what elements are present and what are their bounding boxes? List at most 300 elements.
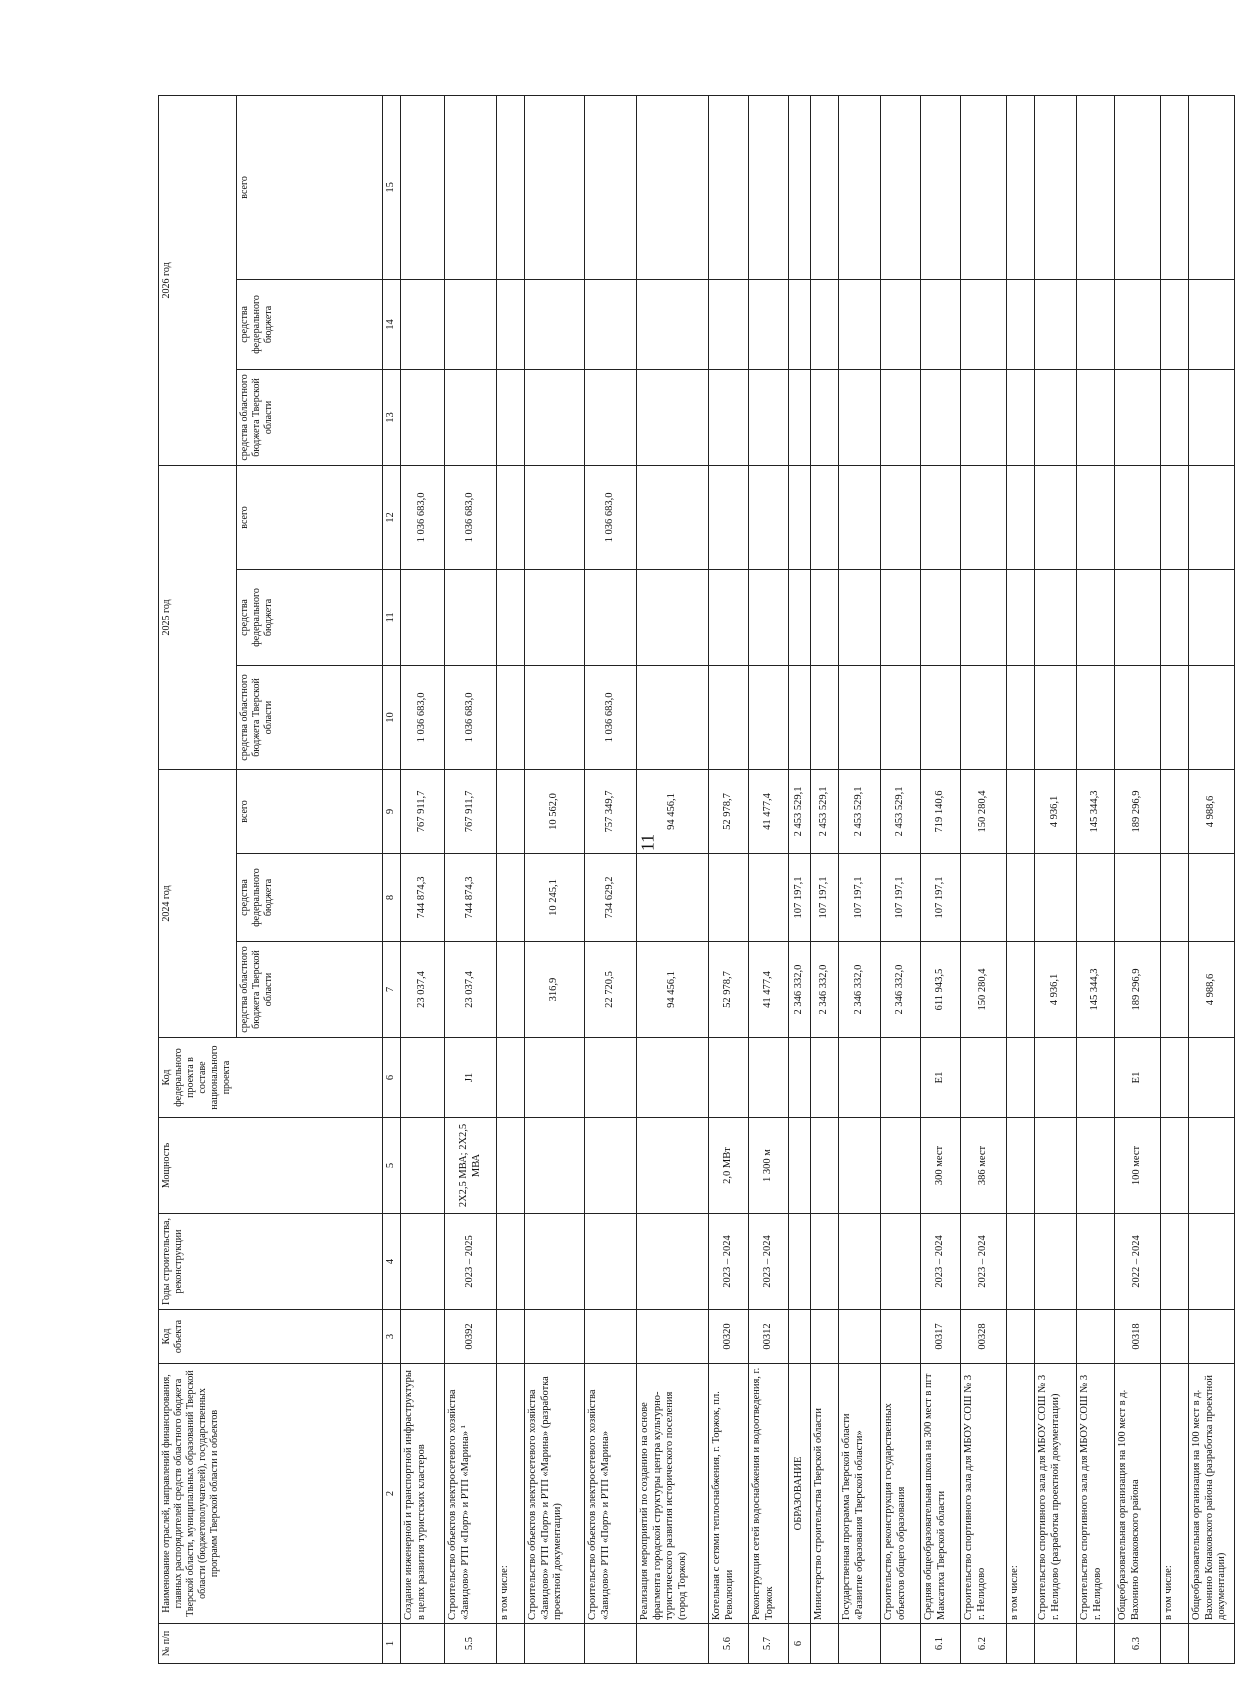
- amount-cell: [401, 95, 445, 279]
- amount-cell: [811, 569, 839, 665]
- amount-cell: [789, 369, 811, 465]
- amount-cell: 4 988,6: [1189, 769, 1235, 853]
- row-number: 6.2: [961, 1624, 1007, 1664]
- column-number: 6: [383, 1038, 401, 1118]
- capacity: [1077, 1118, 1115, 1214]
- row-name: Государственная программа Тверской области «Развитие образования Тверской области»: [839, 1364, 881, 1624]
- amount-cell: [811, 465, 839, 569]
- column-number: 15: [383, 95, 401, 279]
- amount-cell: 2 346 332,0: [811, 942, 839, 1038]
- federal-project-code: [497, 1038, 525, 1118]
- amount-cell: 23 037,4: [445, 942, 497, 1038]
- amount-cell: [525, 665, 585, 769]
- amount-cell: [637, 95, 709, 279]
- federal-project-code: J1: [445, 1038, 497, 1118]
- construction-years: [525, 1214, 585, 1310]
- amount-cell: 2 453 529,1: [839, 769, 881, 853]
- header-2024: 2024 год: [159, 769, 237, 1037]
- amount-cell: [1161, 854, 1189, 942]
- amount-cell: 719 140,6: [921, 769, 961, 853]
- column-number: 9: [383, 769, 401, 853]
- column-number: 7: [383, 942, 401, 1038]
- federal-project-code: [1035, 1038, 1077, 1118]
- object-code: 00392: [445, 1310, 497, 1364]
- amount-cell: [585, 279, 637, 369]
- amount-cell: 767 911,7: [445, 769, 497, 853]
- amount-cell: [1077, 665, 1115, 769]
- capacity: 2,0 МВт: [709, 1118, 749, 1214]
- amount-cell: 2 346 332,0: [789, 942, 811, 1038]
- federal-project-code: [709, 1038, 749, 1118]
- header-2025-total: всего: [237, 465, 383, 569]
- capacity: [881, 1118, 921, 1214]
- row-name: Реализация мероприятий по созданию на основе фрагмента городской структуры центра культурно-туристического развития исторического поселения (город Торжок): [637, 1364, 709, 1624]
- header-2026-fed: средства федерального бюджета: [237, 279, 383, 369]
- capacity: [525, 1118, 585, 1214]
- amount-cell: [1189, 569, 1235, 665]
- amount-cell: [921, 369, 961, 465]
- header-2024-reg: средства областного бюджета Тверской области: [237, 942, 383, 1038]
- amount-cell: 150 280,4: [961, 942, 1007, 1038]
- capacity: [811, 1118, 839, 1214]
- federal-project-code: [839, 1038, 881, 1118]
- amount-cell: 52 978,7: [709, 942, 749, 1038]
- amount-cell: [749, 854, 789, 942]
- row-number: 5.5: [445, 1624, 497, 1664]
- amount-cell: 41 477,4: [749, 769, 789, 853]
- amount-cell: [637, 569, 709, 665]
- rotated-page: [158, 96, 1228, 1664]
- capacity: [839, 1118, 881, 1214]
- amount-cell: 10 562,0: [525, 769, 585, 853]
- row-name: в том числе:: [497, 1364, 525, 1624]
- construction-years: [637, 1214, 709, 1310]
- object-code: [1077, 1310, 1115, 1364]
- amount-cell: [1007, 769, 1035, 853]
- capacity: [585, 1118, 637, 1214]
- column-number: 1: [383, 1624, 401, 1664]
- construction-years: 2023 – 2024: [961, 1214, 1007, 1310]
- amount-cell: [445, 279, 497, 369]
- amount-cell: [1077, 465, 1115, 569]
- row-name: Строительство объектов электросетевого хозяйства «Завидово» РТП «Порт» и РТП «Марина» (разработка проектной документации): [525, 1364, 585, 1624]
- amount-cell: [1077, 569, 1115, 665]
- header-2026: 2026 год: [159, 95, 237, 465]
- row-number: [637, 1624, 709, 1664]
- amount-cell: 145 344,3: [1077, 769, 1115, 853]
- amount-cell: [1077, 369, 1115, 465]
- column-number: 8: [383, 854, 401, 942]
- table-row: [749, 95, 789, 1663]
- amount-cell: [839, 279, 881, 369]
- amount-cell: [1115, 369, 1161, 465]
- construction-years: [1035, 1214, 1077, 1310]
- construction-years: [811, 1214, 839, 1310]
- construction-years: [1007, 1214, 1035, 1310]
- table-row: [789, 95, 811, 1663]
- amount-cell: [961, 95, 1007, 279]
- construction-years: [839, 1214, 881, 1310]
- federal-project-code: [637, 1038, 709, 1118]
- amount-cell: [1189, 279, 1235, 369]
- amount-cell: [525, 465, 585, 569]
- amount-cell: 734 629,2: [585, 854, 637, 942]
- amount-cell: 22 720,5: [585, 942, 637, 1038]
- capacity: [1161, 1118, 1189, 1214]
- amount-cell: [839, 665, 881, 769]
- row-name: Средняя общеобразовательная школа на 300 мест в пгт Максатиха Тверской области: [921, 1364, 961, 1624]
- row-number: [839, 1624, 881, 1664]
- amount-cell: [709, 279, 749, 369]
- amount-cell: [585, 95, 637, 279]
- amount-cell: [961, 569, 1007, 665]
- amount-cell: [709, 854, 749, 942]
- table-row: [585, 95, 637, 1663]
- table-row: [445, 95, 497, 1663]
- object-code: [1007, 1310, 1035, 1364]
- table-row: [709, 95, 749, 1663]
- amount-cell: 757 349,7: [585, 769, 637, 853]
- table-row: [811, 95, 839, 1663]
- amount-cell: 1 036 683,0: [445, 665, 497, 769]
- amount-cell: [1077, 854, 1115, 942]
- amount-cell: 744 874,3: [401, 854, 445, 942]
- capacity: [1189, 1118, 1235, 1214]
- amount-cell: [1189, 95, 1235, 279]
- amount-cell: [445, 95, 497, 279]
- amount-cell: [1035, 569, 1077, 665]
- header-2025: 2025 год: [159, 465, 237, 769]
- object-code: 00318: [1115, 1310, 1161, 1364]
- amount-cell: [497, 942, 525, 1038]
- row-number: [401, 1624, 445, 1664]
- amount-cell: [709, 465, 749, 569]
- construction-years: 2023 – 2025: [445, 1214, 497, 1310]
- header-fed-code: Код федерального проекта в составе национального проекта: [159, 1038, 383, 1118]
- federal-project-code: [961, 1038, 1007, 1118]
- amount-cell: [525, 569, 585, 665]
- amount-cell: [1007, 854, 1035, 942]
- amount-cell: 2 346 332,0: [881, 942, 921, 1038]
- amount-cell: [525, 279, 585, 369]
- header-num: № п/п: [159, 1624, 383, 1664]
- capacity: [401, 1118, 445, 1214]
- row-name: Общеобразовательная организация на 100 мест в д. Вахонино Конаковского района: [1115, 1364, 1161, 1624]
- amount-cell: [1189, 369, 1235, 465]
- amount-cell: [881, 665, 921, 769]
- amount-cell: [1035, 465, 1077, 569]
- object-code: [585, 1310, 637, 1364]
- amount-cell: [839, 95, 881, 279]
- object-code: 00312: [749, 1310, 789, 1364]
- header-power: Мощность: [159, 1118, 383, 1214]
- amount-cell: [881, 569, 921, 665]
- capacity: [637, 1118, 709, 1214]
- table-row: [525, 95, 585, 1663]
- object-code: 00328: [961, 1310, 1007, 1364]
- amount-cell: [1115, 465, 1161, 569]
- amount-cell: [811, 369, 839, 465]
- amount-cell: [921, 95, 961, 279]
- object-code: [401, 1310, 445, 1364]
- row-name: Строительство, реконструкция государственных объектов общего образования: [881, 1364, 921, 1624]
- amount-cell: [839, 369, 881, 465]
- amount-cell: 52 978,7: [709, 769, 749, 853]
- amount-cell: 316,9: [525, 942, 585, 1038]
- row-name: Строительство спортивного зала для МБОУ СОШ № 3 г. Нелидово: [1077, 1364, 1115, 1624]
- amount-cell: 23 037,4: [401, 942, 445, 1038]
- amount-cell: [709, 569, 749, 665]
- federal-project-code: [811, 1038, 839, 1118]
- amount-cell: 1 036 683,0: [401, 665, 445, 769]
- amount-cell: [1007, 279, 1035, 369]
- construction-years: [1161, 1214, 1189, 1310]
- capacity: 100 мест: [1115, 1118, 1161, 1214]
- table-row: [1077, 95, 1115, 1663]
- object-code: [811, 1310, 839, 1364]
- amount-cell: [921, 279, 961, 369]
- column-number: 10: [383, 665, 401, 769]
- table-row: [637, 95, 709, 1663]
- amount-cell: 4 936,1: [1035, 942, 1077, 1038]
- amount-cell: [637, 279, 709, 369]
- row-name: в том числе:: [1161, 1364, 1189, 1624]
- amount-cell: 41 477,4: [749, 942, 789, 1038]
- amount-cell: [789, 569, 811, 665]
- object-code: [789, 1310, 811, 1364]
- header-2026-reg: средства областного бюджета Тверской области: [237, 369, 383, 465]
- row-number: [1077, 1624, 1115, 1664]
- header-name: Наименование отраслей, направлений финансирования, главных распорядителей средств областного бюджета Тверской области, муниципальных образований Тверской области (бюджетополучателей), государственных программ Тверской области и объектов: [159, 1364, 383, 1624]
- row-name: Строительство объектов электросетевого хозяйства «Завидово» РТП «Порт» и РТП «Марина»: [585, 1364, 637, 1624]
- amount-cell: 189 296,9: [1115, 942, 1161, 1038]
- amount-cell: [921, 569, 961, 665]
- amount-cell: [1189, 465, 1235, 569]
- row-number: 6.1: [921, 1624, 961, 1664]
- federal-project-code: [1007, 1038, 1035, 1118]
- amount-cell: [709, 665, 749, 769]
- amount-cell: 145 344,3: [1077, 942, 1115, 1038]
- amount-cell: [497, 854, 525, 942]
- amount-cell: [1161, 665, 1189, 769]
- amount-cell: [1115, 569, 1161, 665]
- row-number: 6.3: [1115, 1624, 1161, 1664]
- row-number: [1189, 1624, 1235, 1664]
- table-row: [497, 95, 525, 1663]
- header-2026-total: всего: [237, 95, 383, 279]
- amount-cell: 4 988,6: [1189, 942, 1235, 1038]
- amount-cell: [401, 569, 445, 665]
- row-name: Министерство строительства Тверской области: [811, 1364, 839, 1624]
- table-body: [401, 95, 1235, 1663]
- construction-years: [881, 1214, 921, 1310]
- object-code: [525, 1310, 585, 1364]
- amount-cell: [497, 369, 525, 465]
- header-code: Код объекта: [159, 1310, 383, 1364]
- amount-cell: [961, 369, 1007, 465]
- capacity: 2Х2,5 МВА; 2Х2,5 МВА: [445, 1118, 497, 1214]
- table-row: [1115, 95, 1161, 1663]
- row-name: Общеобразовательная организация на 100 мест в д. Вахонино Конаковского района (разработка проектной документации): [1189, 1364, 1235, 1624]
- amount-cell: [1007, 95, 1035, 279]
- amount-cell: [525, 95, 585, 279]
- amount-cell: 1 036 683,0: [585, 665, 637, 769]
- amount-cell: [921, 465, 961, 569]
- capacity: 300 мест: [921, 1118, 961, 1214]
- table-row: [1007, 95, 1035, 1663]
- amount-cell: 10 245,1: [525, 854, 585, 942]
- amount-cell: [749, 279, 789, 369]
- amount-cell: 107 197,1: [811, 854, 839, 942]
- capacity: 386 мест: [961, 1118, 1007, 1214]
- amount-cell: [1115, 279, 1161, 369]
- amount-cell: [921, 665, 961, 769]
- amount-cell: [811, 95, 839, 279]
- row-number: 5.6: [709, 1624, 749, 1664]
- amount-cell: [1115, 95, 1161, 279]
- column-number: 4: [383, 1214, 401, 1310]
- amount-cell: [637, 369, 709, 465]
- header-2025-fed: средства федерального бюджета: [237, 569, 383, 665]
- row-name: Строительство спортивного зала для МБОУ СОШ № 3 г. Нелидово (разработка проектной документации): [1035, 1364, 1077, 1624]
- amount-cell: 107 197,1: [881, 854, 921, 942]
- construction-years: 2022 – 2024: [1115, 1214, 1161, 1310]
- construction-years: [585, 1214, 637, 1310]
- amount-cell: 744 874,3: [445, 854, 497, 942]
- amount-cell: [1161, 279, 1189, 369]
- federal-project-code: [401, 1038, 445, 1118]
- amount-cell: [749, 665, 789, 769]
- amount-cell: 767 911,7: [401, 769, 445, 853]
- amount-cell: 2 346 332,0: [839, 942, 881, 1038]
- object-code: [1161, 1310, 1189, 1364]
- capacity: [1035, 1118, 1077, 1214]
- amount-cell: [401, 279, 445, 369]
- header-2024-fed: средства федерального бюджета: [237, 854, 383, 942]
- amount-cell: [445, 369, 497, 465]
- row-name: Строительство спортивного зала для МБОУ СОШ № 3 г. Нелидово: [961, 1364, 1007, 1624]
- amount-cell: [789, 279, 811, 369]
- amount-cell: [497, 279, 525, 369]
- amount-cell: [881, 465, 921, 569]
- construction-years: [1189, 1214, 1235, 1310]
- amount-cell: [585, 369, 637, 465]
- row-number: [1035, 1624, 1077, 1664]
- amount-cell: [585, 569, 637, 665]
- row-number: 5.7: [749, 1624, 789, 1664]
- construction-years: [789, 1214, 811, 1310]
- amount-cell: [1161, 369, 1189, 465]
- amount-cell: [1189, 665, 1235, 769]
- construction-years: 2023 – 2024: [749, 1214, 789, 1310]
- table-row: [881, 95, 921, 1663]
- amount-cell: [709, 95, 749, 279]
- amount-cell: [1035, 369, 1077, 465]
- amount-cell: [1007, 465, 1035, 569]
- amount-cell: 94 456,1: [637, 769, 709, 853]
- amount-cell: [881, 95, 921, 279]
- object-code: [1035, 1310, 1077, 1364]
- amount-cell: [749, 569, 789, 665]
- amount-cell: 107 197,1: [921, 854, 961, 942]
- page-number: 11: [637, 833, 658, 852]
- construction-years: 2023 – 2024: [709, 1214, 749, 1310]
- row-name: Строительство объектов электросетевого хозяйства «Завидово» РТП «Порт» и РТП «Марина» ¹: [445, 1364, 497, 1624]
- row-name: ОБРАЗОВАНИЕ: [789, 1364, 811, 1624]
- amount-cell: [1115, 665, 1161, 769]
- column-number: 13: [383, 369, 401, 465]
- table-row: [921, 95, 961, 1663]
- federal-project-code: [789, 1038, 811, 1118]
- column-number: 14: [383, 279, 401, 369]
- amount-cell: [881, 279, 921, 369]
- amount-cell: [497, 95, 525, 279]
- amount-cell: [1161, 95, 1189, 279]
- amount-cell: [811, 279, 839, 369]
- amount-cell: 107 197,1: [789, 854, 811, 942]
- amount-cell: 107 197,1: [839, 854, 881, 942]
- object-code: [839, 1310, 881, 1364]
- table-row: [961, 95, 1007, 1663]
- amount-cell: 1 036 683,0: [445, 465, 497, 569]
- amount-cell: 189 296,9: [1115, 769, 1161, 853]
- amount-cell: [637, 854, 709, 942]
- federal-project-code: Е1: [1115, 1038, 1161, 1118]
- table-row: [1189, 95, 1235, 1663]
- amount-cell: [1161, 465, 1189, 569]
- federal-project-code: [525, 1038, 585, 1118]
- amount-cell: [445, 569, 497, 665]
- amount-cell: 1 036 683,0: [585, 465, 637, 569]
- amount-cell: [1115, 854, 1161, 942]
- amount-cell: [1161, 769, 1189, 853]
- amount-cell: [839, 569, 881, 665]
- amount-cell: 94 456,1: [637, 942, 709, 1038]
- header-years: Годы строительства, реконструкции: [159, 1214, 383, 1310]
- amount-cell: [709, 369, 749, 465]
- amount-cell: [961, 279, 1007, 369]
- amount-cell: [1007, 942, 1035, 1038]
- row-name: Реконструкция сетей водоснабжения и водоотведения, г. Торжок: [749, 1364, 789, 1624]
- amount-cell: [789, 665, 811, 769]
- amount-cell: [401, 369, 445, 465]
- table-row: [1161, 95, 1189, 1663]
- construction-years: 2023 – 2024: [921, 1214, 961, 1310]
- amount-cell: [1161, 569, 1189, 665]
- amount-cell: 2 453 529,1: [811, 769, 839, 853]
- amount-cell: [637, 465, 709, 569]
- amount-cell: [1007, 369, 1035, 465]
- amount-cell: [1035, 665, 1077, 769]
- column-number-row: [383, 95, 401, 1663]
- amount-cell: [961, 665, 1007, 769]
- amount-cell: [789, 95, 811, 279]
- table-row: [839, 95, 881, 1663]
- federal-project-code: [881, 1038, 921, 1118]
- object-code: 00317: [921, 1310, 961, 1364]
- amount-cell: [1189, 854, 1235, 942]
- object-code: [497, 1310, 525, 1364]
- column-number: 12: [383, 465, 401, 569]
- amount-cell: [1077, 95, 1115, 279]
- amount-cell: [497, 569, 525, 665]
- column-number: 2: [383, 1364, 401, 1624]
- capacity: [789, 1118, 811, 1214]
- amount-cell: [525, 369, 585, 465]
- amount-cell: [497, 769, 525, 853]
- row-number: [585, 1624, 637, 1664]
- amount-cell: [1007, 665, 1035, 769]
